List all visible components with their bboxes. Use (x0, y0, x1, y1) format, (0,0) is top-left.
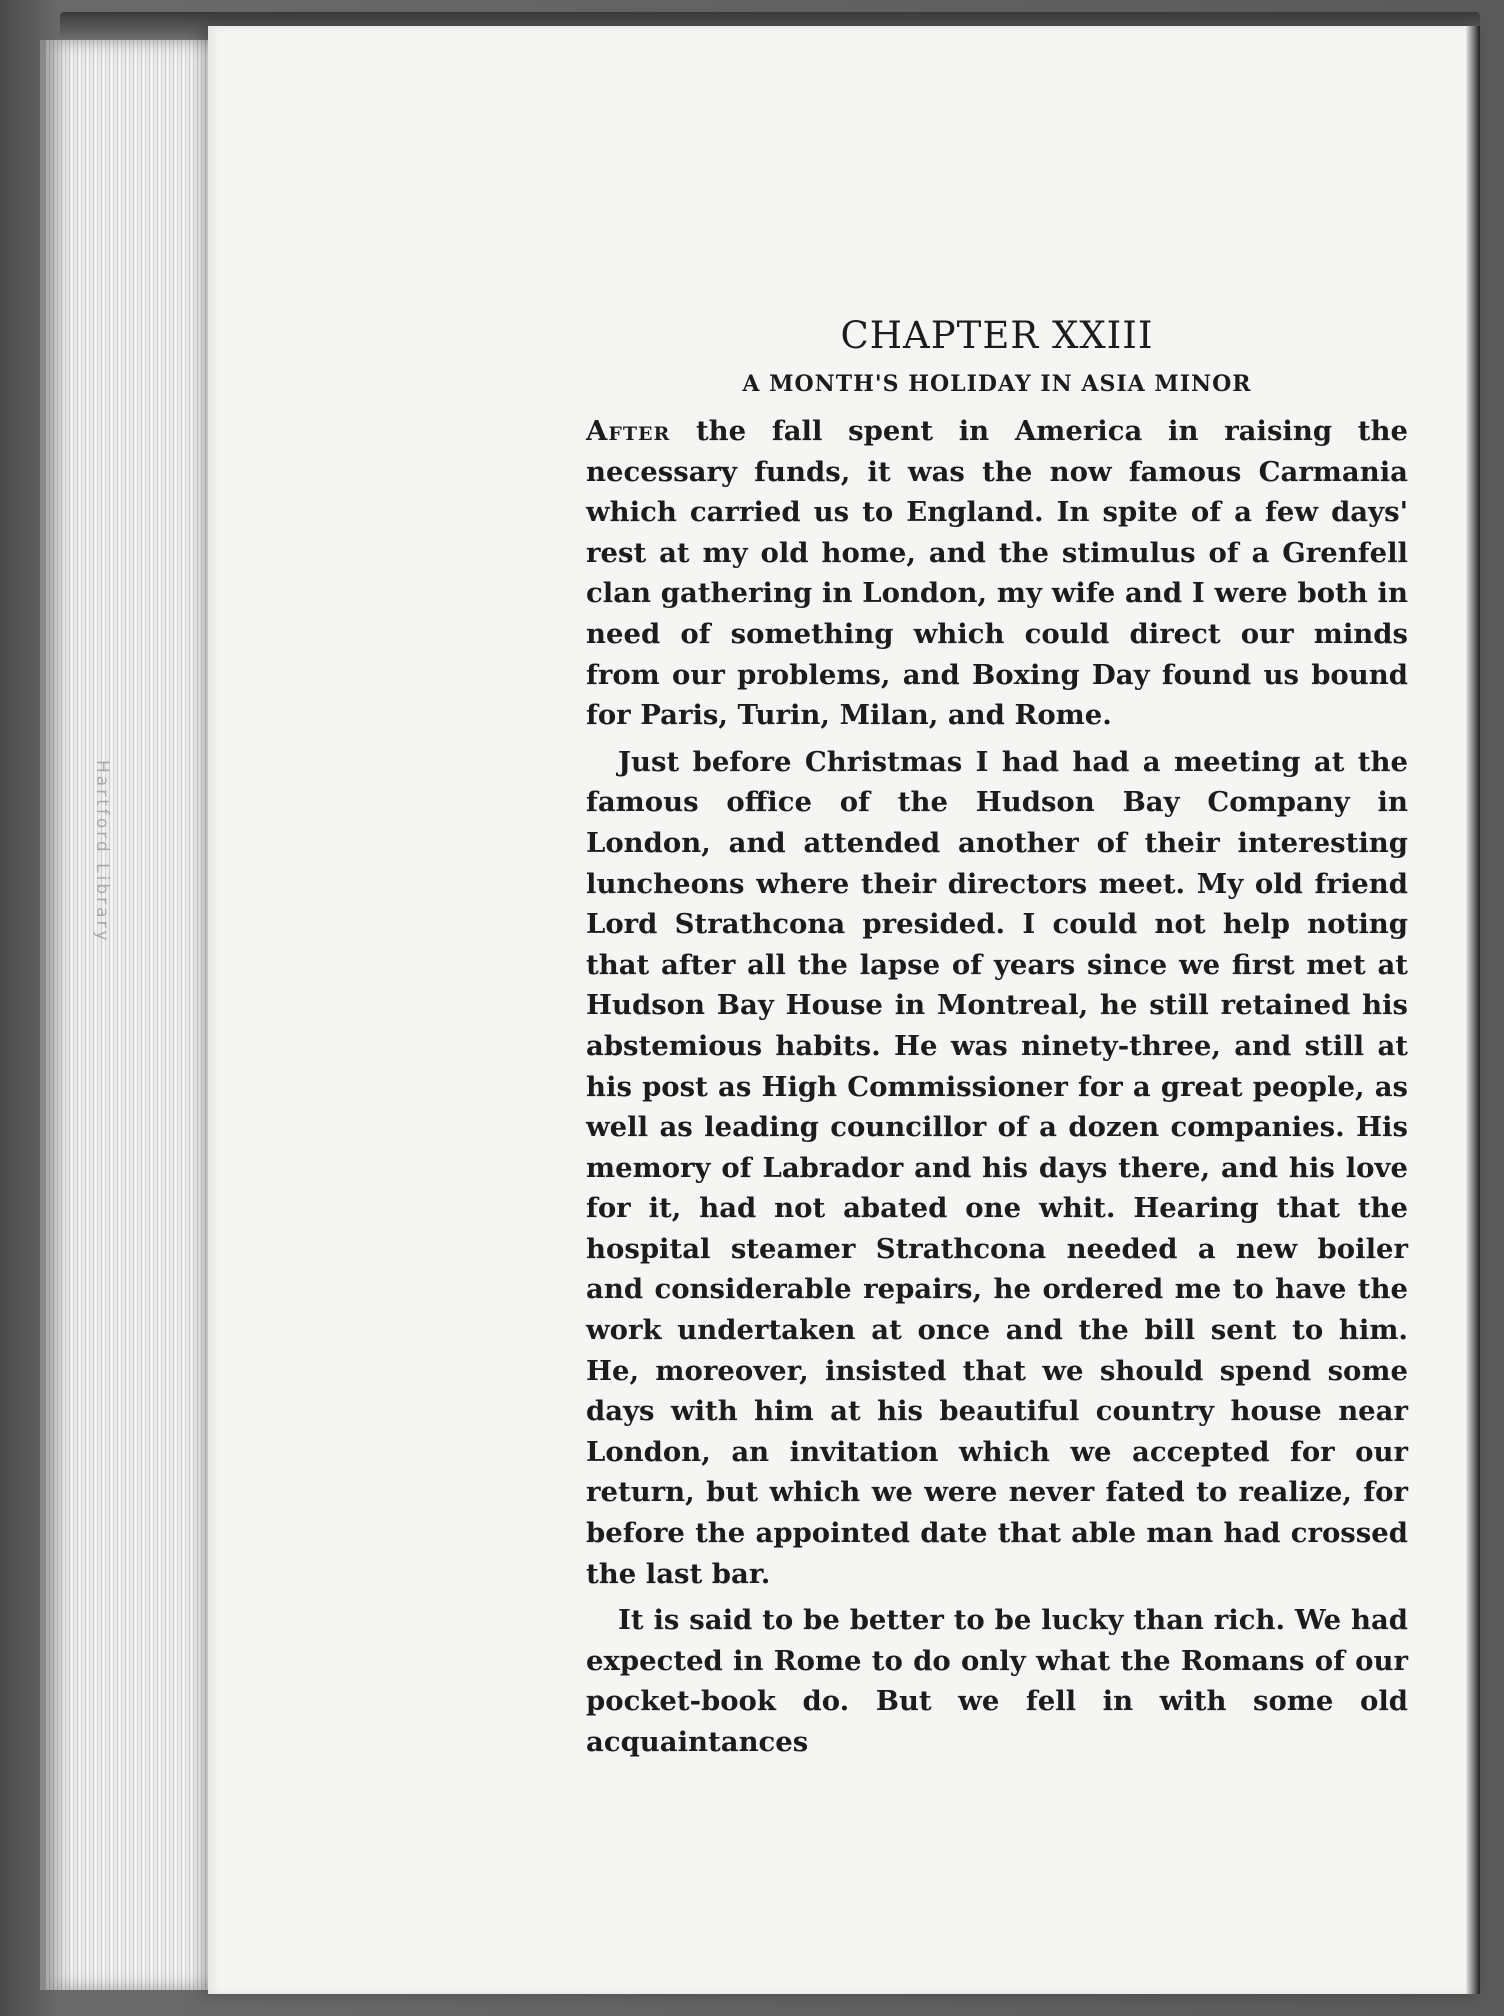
paragraph-lead-word: After (586, 415, 671, 447)
paragraph-3 (586, 1600, 1408, 1762)
chapter-title: CHAPTER XXIII (840, 314, 1154, 357)
paragraph-text: the fall spent in America in raising the necessary funds, it was the now famous Carmania which carried us to England. In spite of a few days' rest at my old home, and the stimulus of a Grenfell clan gathering in London, my wife and I were both in need of something which could direct our minds from our problems, and Boxing Day found us bound for Paris, Turin, Milan, and Rome. (586, 415, 1408, 732)
library-stamp: Hartford Library (92, 760, 112, 944)
paragraph-text: It is said to be better to be lucky than rich. We had expected in Rome to do only what the Romans of our pocket-book do. But we fell in with some old acquaintances (586, 1604, 1408, 1758)
page-text-block (586, 314, 1408, 1763)
chapter-subtitle: A MONTH'S HOLIDAY IN ASIA MINOR (742, 371, 1252, 397)
paragraph-2 (586, 742, 1408, 1594)
book-page (208, 26, 1480, 1994)
paragraph-1 (586, 411, 1408, 736)
paragraph-text: Just before Christmas I had had a meeting at the famous office of the Hudson Bay Company in London, and attended another of their interesting luncheons where their directors meet. My old friend Lord Strathcona presided. I could not help noting that after all the lapse of years since we first met at Hudson Bay House in Montreal, he still retained his abstemious habits. He was ninety-three, and still at his post as High Commissioner for a great people, as well as leading councillor of a dozen companies. His memory of Labrador and his days there, and his love for it, had not abated one whit. Hearing that the hospital steamer Strathcona needed a new boiler and considerable repairs, he ordered me to have the work undertaken at once and the bill sent to him. He, moreover, insisted that we should spend some days with him at his beautiful country house near London, an invitation which we accepted for our return, but which we were never fated to realize, for before the appointed date that able man had crossed the last bar. (586, 745, 1408, 1590)
book-page-edges (40, 40, 236, 1990)
page-right-edge (1466, 26, 1480, 1994)
